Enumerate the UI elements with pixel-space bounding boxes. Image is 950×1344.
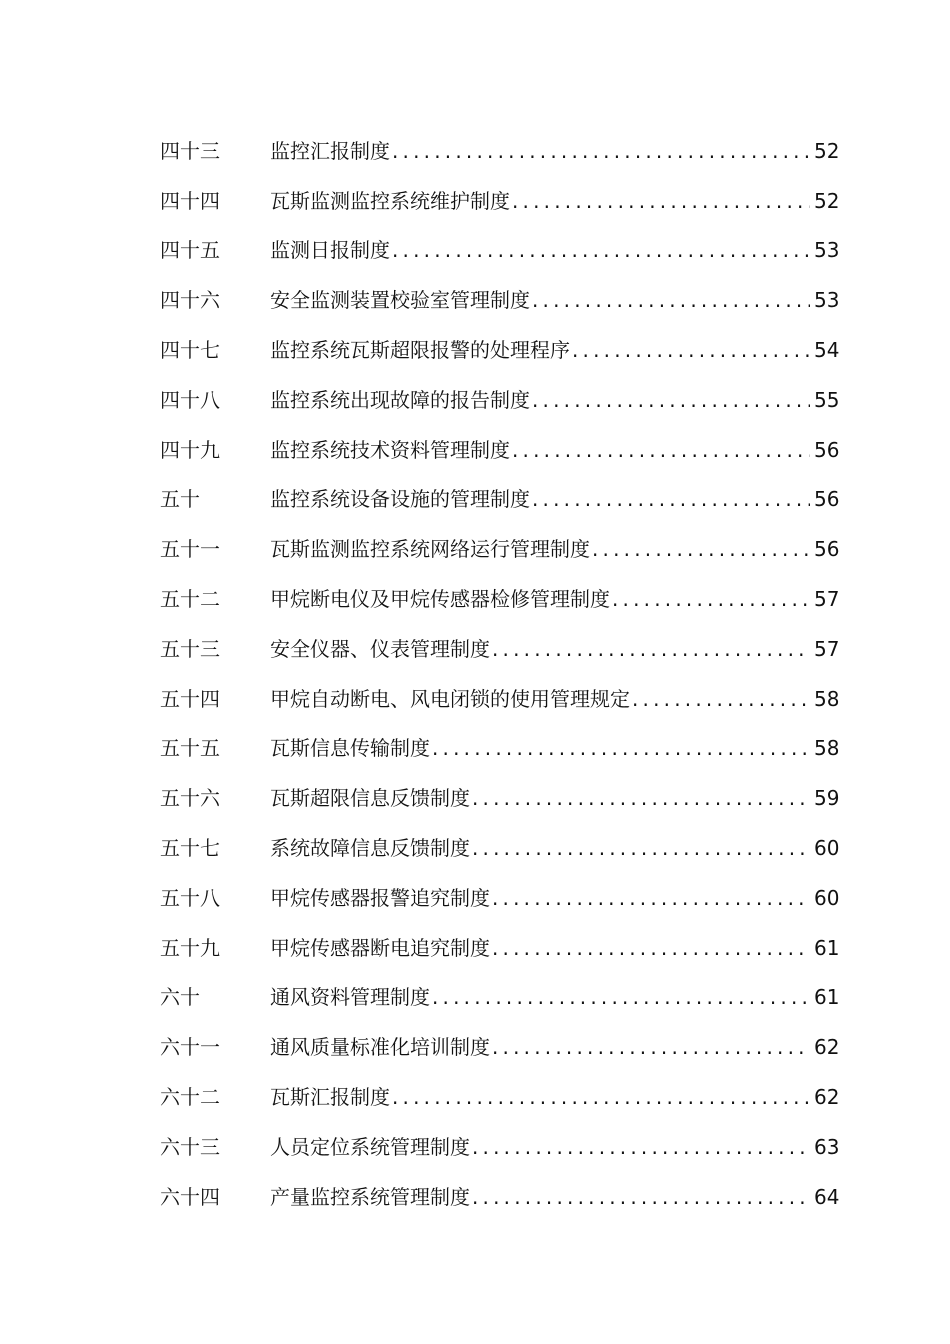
toc-entry-page: 52 xyxy=(814,138,840,163)
toc-entry-number: 四十五 xyxy=(160,238,220,263)
toc-entry-title: 瓦斯汇报制度 xyxy=(270,1085,390,1110)
toc-dot-leader xyxy=(392,240,810,260)
toc-entry-title: 瓦斯超限信息反馈制度 xyxy=(270,786,470,811)
toc-entry-title: 系统故障信息反馈制度 xyxy=(270,836,470,861)
toc-entry[interactable] xyxy=(160,226,840,276)
toc-entry-page: 61 xyxy=(814,985,840,1010)
toc-entry-number: 五十五 xyxy=(160,736,220,761)
toc-entry[interactable] xyxy=(160,773,840,823)
toc-dot-leader xyxy=(532,290,810,310)
toc-entry-number: 四十七 xyxy=(160,338,220,363)
toc-entry[interactable] xyxy=(160,973,840,1023)
toc-entry-number: 五十二 xyxy=(160,587,220,612)
toc-entry-page: 57 xyxy=(814,636,840,661)
toc-entry-page: 60 xyxy=(814,885,840,910)
toc-entry[interactable] xyxy=(160,923,840,973)
toc-entry-number: 五十七 xyxy=(160,836,220,861)
toc-entry-title: 通风资料管理制度 xyxy=(270,985,430,1010)
toc-entry-title: 产量监控系统管理制度 xyxy=(270,1184,470,1209)
toc-entry[interactable] xyxy=(160,1122,840,1172)
toc-entry-title: 通风质量标准化培训制度 xyxy=(270,1035,490,1060)
toc-entry-title: 人员定位系统管理制度 xyxy=(270,1134,470,1159)
toc-dot-leader xyxy=(472,838,810,858)
toc-dot-leader xyxy=(592,539,810,559)
toc-dot-leader xyxy=(612,589,810,609)
toc-entry[interactable] xyxy=(160,1022,840,1072)
toc-dot-leader xyxy=(472,788,810,808)
toc-entry-title: 监控系统瓦斯超限报警的处理程序 xyxy=(270,338,570,363)
toc-dot-leader xyxy=(492,888,810,908)
toc-entry-number: 六十四 xyxy=(160,1184,220,1209)
toc-entry-page: 58 xyxy=(814,686,840,711)
toc-dot-leader xyxy=(432,987,810,1007)
toc-entry[interactable] xyxy=(160,524,840,574)
toc-dot-leader xyxy=(532,489,810,509)
toc-entry[interactable] xyxy=(160,375,840,425)
toc-entry-page: 56 xyxy=(814,487,840,512)
toc-entry[interactable] xyxy=(160,1172,840,1222)
toc-dot-leader xyxy=(572,340,810,360)
toc-entry-number: 四十八 xyxy=(160,387,220,412)
toc-entry-page: 52 xyxy=(814,188,840,213)
toc-entry-number: 五十三 xyxy=(160,636,220,661)
toc-entry-page: 57 xyxy=(814,587,840,612)
toc-entry-page: 53 xyxy=(814,238,840,263)
toc-entry-page: 62 xyxy=(814,1035,840,1060)
toc-entry-title: 甲烷断电仪及甲烷传感器检修管理制度 xyxy=(270,587,610,612)
toc-entry-number: 五十四 xyxy=(160,686,220,711)
toc-entry-page: 61 xyxy=(814,935,840,960)
toc-entry[interactable] xyxy=(160,325,840,375)
toc-entry-page: 55 xyxy=(814,387,840,412)
toc-dot-leader xyxy=(392,141,810,161)
toc-entry-title: 监控汇报制度 xyxy=(270,138,390,163)
toc-entry[interactable] xyxy=(160,624,840,674)
toc-entry[interactable] xyxy=(160,674,840,724)
toc-entry[interactable] xyxy=(160,823,840,873)
toc-entry-page: 62 xyxy=(814,1085,840,1110)
toc-entry[interactable] xyxy=(160,126,840,176)
toc-entry-number: 四十三 xyxy=(160,138,220,163)
toc-dot-leader xyxy=(432,738,810,758)
toc-entry-title: 安全监测装置校验室管理制度 xyxy=(270,288,530,313)
toc-entry-title: 瓦斯监测监控系统网络运行管理制度 xyxy=(270,537,590,562)
toc-entry-page: 63 xyxy=(814,1134,840,1159)
toc-dot-leader xyxy=(632,689,810,709)
toc-dot-leader xyxy=(492,639,810,659)
toc-entry-title: 甲烷传感器断电追究制度 xyxy=(270,935,490,960)
toc-entry-title: 安全仪器、仪表管理制度 xyxy=(270,636,490,661)
toc-entry-number: 六十二 xyxy=(160,1085,220,1110)
toc-dot-leader xyxy=(512,440,810,460)
toc-entry-title: 甲烷自动断电、风电闭锁的使用管理规定 xyxy=(270,686,630,711)
toc-entry-number: 六十一 xyxy=(160,1035,220,1060)
toc-entry-title: 监控系统设备设施的管理制度 xyxy=(270,487,530,512)
toc-entry[interactable] xyxy=(160,1072,840,1122)
toc-entry-title: 瓦斯信息传输制度 xyxy=(270,736,430,761)
toc-entry[interactable] xyxy=(160,425,840,475)
toc-entry-page: 64 xyxy=(814,1184,840,1209)
toc-entry[interactable] xyxy=(160,724,840,774)
toc-entry-number: 五十 xyxy=(160,487,200,512)
toc-entry[interactable] xyxy=(160,475,840,525)
toc-dot-leader xyxy=(512,191,810,211)
toc-dot-leader xyxy=(492,1037,810,1057)
toc-entry-title: 甲烷传感器报警追究制度 xyxy=(270,885,490,910)
toc-entry[interactable] xyxy=(160,275,840,325)
toc-entry-page: 54 xyxy=(814,338,840,363)
toc-dot-leader xyxy=(492,938,810,958)
toc-entry-number: 六十三 xyxy=(160,1134,220,1159)
toc-entry-page: 60 xyxy=(814,836,840,861)
toc-entry[interactable] xyxy=(160,176,840,226)
toc-entry-page: 58 xyxy=(814,736,840,761)
toc-entry-title: 监测日报制度 xyxy=(270,238,390,263)
toc-entry-page: 56 xyxy=(814,437,840,462)
toc-entry-number: 四十四 xyxy=(160,188,220,213)
toc-entry-number: 六十 xyxy=(160,985,200,1010)
toc-entry-title: 瓦斯监测监控系统维护制度 xyxy=(270,188,510,213)
toc-entry-title: 监控系统技术资料管理制度 xyxy=(270,437,510,462)
toc-entry-page: 56 xyxy=(814,537,840,562)
toc-dot-leader xyxy=(392,1087,810,1107)
toc-dot-leader xyxy=(532,390,810,410)
toc-dot-leader xyxy=(472,1187,810,1207)
toc-entry-number: 五十六 xyxy=(160,786,220,811)
toc-entry-number: 五十九 xyxy=(160,935,220,960)
toc-entry[interactable] xyxy=(160,873,840,923)
table-of-contents xyxy=(160,126,840,1222)
toc-entry-title: 监控系统出现故障的报告制度 xyxy=(270,387,530,412)
toc-entry-number: 四十九 xyxy=(160,437,220,462)
toc-dot-leader xyxy=(472,1137,810,1157)
toc-entry[interactable] xyxy=(160,574,840,624)
toc-entry-page: 53 xyxy=(814,288,840,313)
toc-entry-page: 59 xyxy=(814,786,840,811)
toc-entry-number: 五十一 xyxy=(160,537,220,562)
toc-entry-number: 四十六 xyxy=(160,288,220,313)
toc-entry-number: 五十八 xyxy=(160,885,220,910)
